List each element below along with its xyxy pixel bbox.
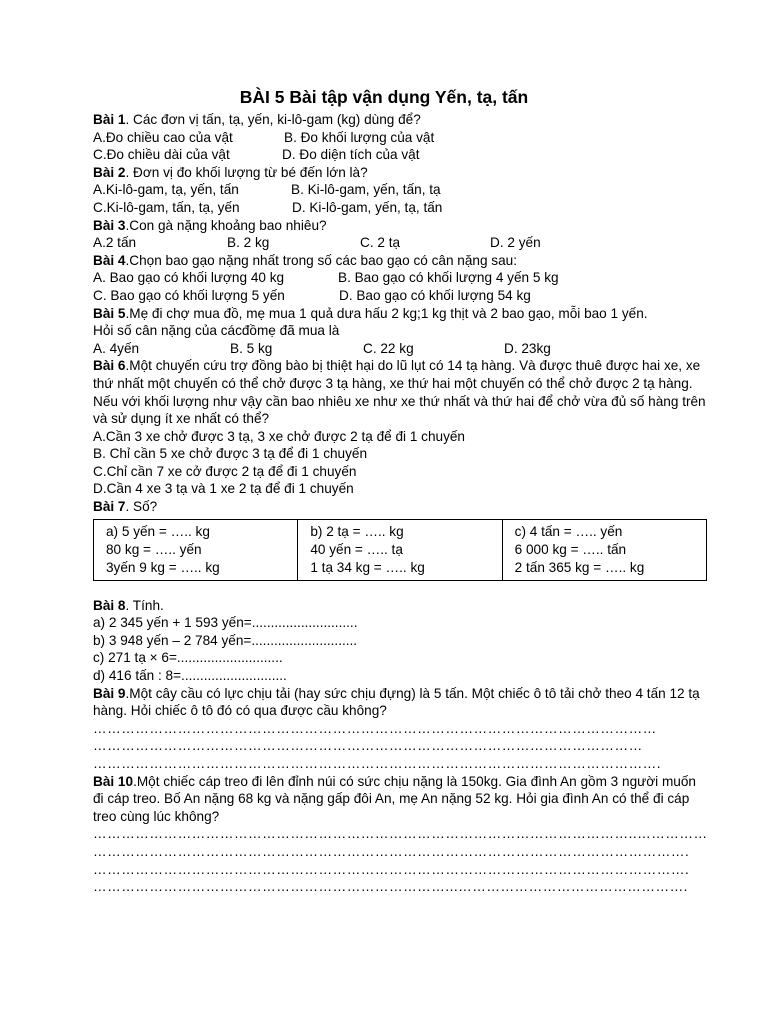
bai7-b-line3: 1 tạ 34 kg = ….. kg xyxy=(310,559,425,575)
bai10-text-1: .Một chiếc cáp treo đi lên đỉnh núi có sức chịu nặng là 150kg. Gia đình An gồm 3 người muốn xyxy=(133,773,696,789)
bai7-a-line2: 80 kg = ….. yến xyxy=(106,541,202,557)
bai8-item-d: d) 416 tấn : 8=............................ xyxy=(93,668,287,684)
bai8-text: . Tính. xyxy=(125,597,164,613)
bai4-option-a: A. Bao gạo có khối lượng 40 kg xyxy=(93,270,285,286)
bai7-a-line1: a) 5 yến = ….. kg xyxy=(106,523,210,539)
bai5-option-d: D. 23kg xyxy=(504,340,551,356)
bai4-label: Bài 4 xyxy=(93,252,126,268)
bai1-option-d: D. Đo diện tích của vật xyxy=(282,147,420,163)
bai7-b-line2: 40 yến = ….. tạ xyxy=(310,541,403,557)
bai7-c-line1: c) 4 tấn = ….. yến xyxy=(514,523,623,539)
bai6-option-a: A.Cần 3 xe chở được 3 tạ, 3 xe chở được 2 tạ để đi 1 chuyến xyxy=(93,428,465,444)
spacer xyxy=(93,581,733,597)
bai2-option-c: C.Ki-lô-gam, tấn, tạ, yến xyxy=(93,199,240,215)
bai7-question xyxy=(93,498,733,516)
bai8-label: Bài 8 xyxy=(93,597,126,613)
bai5-question-line1 xyxy=(93,305,733,323)
bai6-question-line3: Nếu với khối lượng như vậy cần bao nhiêu xe như xe thứ nhất và thứ hai để chở vừa đủ số hàng trên xyxy=(93,393,706,409)
bai8-item-a: a) 2 345 yến + 1 593 yến=............................ xyxy=(93,615,358,631)
bai3-option-c: C. 2 tạ xyxy=(360,235,401,251)
bai3-option-a: A.2 tấn xyxy=(93,235,137,251)
bai9-question-line2: hàng. Hỏi chiếc ô tô đó có qua được cầu không? xyxy=(93,703,387,719)
bai9-question-line1 xyxy=(93,685,733,703)
bai6-label: Bài 6 xyxy=(93,358,126,374)
bai3-options xyxy=(93,234,733,252)
bai1-options-row2 xyxy=(93,146,733,164)
bai4-options-row1 xyxy=(93,269,733,287)
bai7-cell-c xyxy=(502,519,706,580)
bai4-option-c: C. Bao gạo có khối lượng 5 yến xyxy=(93,287,285,303)
bai2-option-b: B. Ki-lô-gam, yến, tấn, tạ xyxy=(291,182,441,198)
bai2-text: . Đơn vị đo khối lượng từ bé đến lớn là? xyxy=(125,164,368,180)
bai4-question xyxy=(93,252,733,270)
bai7-cell-a xyxy=(94,519,298,580)
bai9-text-1: .Một cây cầu có lực chịu tải (hay sức chịu đựng) là 5 tấn. Một chiếc ô tô tải chở theo 4 tấn 12 tạ xyxy=(125,685,700,701)
bai3-question xyxy=(93,217,733,235)
bai4-options-row2 xyxy=(93,287,733,305)
bai1-options-row1 xyxy=(93,129,733,147)
bai10-question-line1 xyxy=(93,773,733,791)
bai1-option-a: A.Đo chiều cao của vật xyxy=(93,129,233,145)
bai5-label: Bài 5 xyxy=(93,305,126,321)
bai6-question-line4: và sử dụng ít xe nhất có thể? xyxy=(93,411,270,427)
bai9-label: Bài 9 xyxy=(93,685,126,701)
bai2-options-row1 xyxy=(93,181,733,199)
bai9-answer-line1: ………………………………………………………………………………………………………… xyxy=(93,720,657,736)
bai5-options xyxy=(93,340,733,358)
worksheet-content xyxy=(93,111,733,896)
bai6-question-line2: thứ nhất một chuyến có thể chở được 3 tạ hàng, xe thứ hai một chuyến có thể chở được 2 tạ hàng. xyxy=(93,375,693,391)
bai8-item-b: b) 3 948 yến – 2 784 yến=............................ xyxy=(93,632,358,648)
bai3-option-d: D. 2 yến xyxy=(490,235,541,251)
bai4-text: .Chọn bao gạo nặng nhất trong số các bao gạo có cân nặng sau: xyxy=(125,252,517,268)
bai7-label: Bài 7 xyxy=(93,499,126,515)
bai2-option-d: D. Ki-lô-gam, yến, tạ, tấn xyxy=(292,199,443,215)
bai10-label: Bài 10 xyxy=(93,773,134,789)
bai1-question xyxy=(93,111,733,129)
bai8-item-c: c) 271 tạ × 6=............................ xyxy=(93,650,283,666)
bai2-options-row2 xyxy=(93,199,733,217)
bai6-text-1: .Một chuyến cứu trợ đồng bào bị thiệt hại do lũ lụt có 14 tạ hàng. Và được thuê được hai xe, xe xyxy=(125,358,701,374)
bai1-option-b: B. Đo khối lượng của vật xyxy=(284,129,435,145)
bai3-text: .Con gà nặng khoảng bao nhiêu? xyxy=(125,217,327,233)
bai5-question-line2: Hỏi số cân nặng của cácđồmẹ đã mua là xyxy=(93,323,340,339)
bai9-answer-line3: …………………………………………………………………………………………………………. xyxy=(93,756,662,771)
bai10-question-line2: đi cáp treo. Bố An nặng 68 kg và nặng gấp đôi An, mẹ An nặng 52 kg. Hỏi gia đình An có thể đi cáp xyxy=(93,791,690,807)
bai10-question-line3: treo cùng lúc không? xyxy=(93,808,220,824)
bai2-option-a: A.Ki-lô-gam, tạ, yến, tấn xyxy=(93,182,239,198)
bai1-label: Bài 1 xyxy=(93,112,126,127)
bai1-option-c: C.Đo chiều dài của vật xyxy=(93,147,230,163)
bai1-text: . Các đơn vị tấn, tạ, yến, ki-lô-gam (kg) dùng để? xyxy=(125,112,421,127)
bai10-answer-line4: …………………………………………………………………...…………………………………………. xyxy=(93,879,688,895)
bai7-table xyxy=(93,519,707,581)
bai6-option-b: B. Chỉ cần 5 xe chở được 3 tạ để đi 1 chuyến xyxy=(93,446,368,462)
bai7-b-line1: b) 2 tạ = ….. kg xyxy=(310,523,404,539)
bai7-c-line3: 2 tấn 365 kg = ….. kg xyxy=(514,559,645,575)
bai6-question-line1 xyxy=(93,357,733,375)
bai7-cell-b xyxy=(298,519,502,580)
bai5-option-b: B. 5 kg xyxy=(230,340,273,356)
bai5-option-c: C. 22 kg xyxy=(363,340,414,356)
bai7-a-line3: 3yến 9 kg = ….. kg xyxy=(106,559,220,575)
bai2-label: Bài 2 xyxy=(93,164,126,180)
bai8-question xyxy=(93,597,733,615)
bai7-text: . Số? xyxy=(125,499,158,515)
bai10-answer-line1: ……………………………………………………………………………………………………..…………… xyxy=(93,826,708,842)
bai6-option-d: D.Cần 4 xe 3 tạ và 1 xe 2 tạ để đi 1 chuyến xyxy=(93,481,354,497)
table-row xyxy=(94,519,707,580)
bai3-label: Bài 3 xyxy=(93,217,126,233)
bai5-text-1: .Mẹ đi chợ mua đồ, mẹ mua 1 quả dưa hấu 2 kg;1 kg thịt và 2 bao gạo, mỗi bao 1 yến. xyxy=(125,305,648,321)
bai5-option-a: A. 4yến xyxy=(93,340,140,356)
bai7-c-line2: 6 000 kg = ….. tấn xyxy=(514,541,627,557)
bai4-option-d: D. Bao gạo có khối lượng 54 kg xyxy=(339,287,531,303)
bai4-option-b: B. Bao gạo có khối lượng 4 yến 5 kg xyxy=(338,270,559,286)
bai2-question xyxy=(93,164,733,182)
bai10-answer-line3: ………………………………………………………………………………………………………………. xyxy=(93,861,690,877)
bai10-answer-line2: ………………………………………………………………………………………………………………. xyxy=(93,843,690,859)
page-title: BÀI 5 Bài tập vận dụng Yến, tạ, tấn xyxy=(239,87,529,107)
bai9-answer-line2: ……………………………………………………………………………………………………… xyxy=(93,738,643,754)
bai3-option-b: B. 2 kg xyxy=(227,235,270,251)
bai6-option-c: C.Chỉ cần 7 xe cở được 2 tạ để đi 1 chuyến xyxy=(93,463,357,479)
